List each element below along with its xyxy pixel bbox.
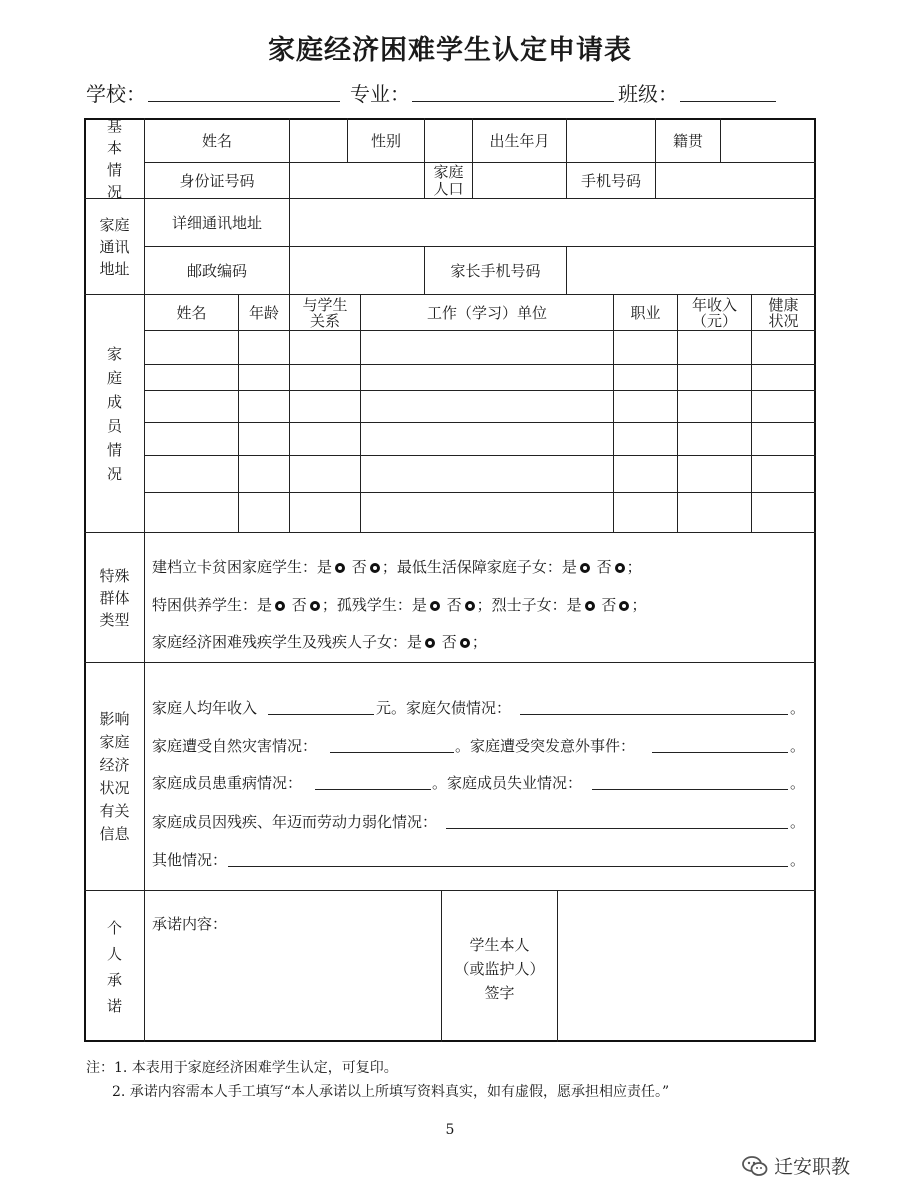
member-header-age: 年龄	[248, 303, 279, 322]
divider	[145, 390, 816, 391]
radio-icon[interactable]	[585, 601, 595, 611]
disability-field[interactable]	[446, 828, 788, 829]
parent-mobile-field[interactable]	[567, 247, 815, 294]
radio-icon[interactable]	[275, 601, 285, 611]
name-label: 姓名	[201, 131, 232, 150]
section-economic-label: 影响家庭经济状况有关信息	[99, 709, 130, 843]
mobile-field[interactable]	[656, 163, 815, 198]
member-header-health-text: 健康状况	[768, 295, 799, 330]
radio-icon[interactable]	[580, 563, 590, 573]
econ-l2a: 家庭遭受自然灾害情况：	[152, 737, 318, 755]
special-l1-text-a: 建档立卡贫困家庭学生：是	[152, 558, 333, 576]
divider	[145, 492, 816, 493]
member-header-relation	[290, 295, 360, 330]
mobile-label: 手机号码	[580, 171, 641, 190]
promise-content-label: 承诺内容：	[152, 915, 228, 933]
member-header-work: 工作（学习）单位	[426, 303, 547, 322]
special-l2-text-c: ；孤残学生：是	[321, 596, 427, 614]
detail-address-label: 详细通讯地址	[171, 213, 262, 232]
radio-icon[interactable]	[370, 563, 380, 573]
special-l3-text-a: 家庭经济困难残疾学生及残疾人子女：是	[152, 633, 423, 651]
detail-address-field[interactable]	[290, 199, 815, 246]
member-header-relation-text: 与学生关系	[302, 295, 348, 330]
accident-field[interactable]	[652, 752, 788, 753]
member-header-income-text: 年收入（元）	[691, 295, 737, 330]
section-address-label: 家庭通讯地址	[99, 215, 130, 278]
member-header-name: 姓名	[176, 303, 207, 322]
parent-mobile-label: 家长手机号码	[450, 261, 541, 280]
special-l1-text-d: 否	[596, 558, 612, 576]
signature-label	[442, 930, 557, 1008]
page-number: 5	[445, 1122, 455, 1138]
watermark-text: 迁安职教	[774, 1156, 851, 1178]
special-l3-text-b: 否	[441, 633, 457, 651]
divider	[145, 330, 816, 331]
per-capita-income-field[interactable]	[268, 714, 374, 715]
special-l2-text-a: 特困供养学生：是	[152, 596, 273, 614]
section-promise	[85, 891, 144, 1042]
section-members-label: 家庭成员情况	[106, 344, 122, 483]
school-label: 学校：	[86, 82, 146, 106]
illness-field[interactable]	[315, 789, 431, 790]
watermark	[742, 1152, 850, 1179]
other-field[interactable]	[228, 866, 788, 867]
section-economic	[85, 663, 144, 890]
special-l1-text-e: ；	[626, 558, 642, 576]
econ-end-4: 。	[790, 813, 806, 831]
econ-l3a: 家庭成员患重病情况：	[152, 774, 303, 792]
special-l2-text-b: 否	[291, 596, 307, 614]
special-l2-text-d: 否	[446, 596, 462, 614]
special-l3-text-c: ；	[471, 633, 487, 651]
origin-field[interactable]	[721, 119, 815, 162]
special-line-3	[152, 631, 487, 652]
birth-label: 出生年月	[489, 131, 550, 150]
school-field[interactable]	[148, 101, 340, 102]
signature-label-3: 签字	[484, 984, 515, 1002]
id-number-field[interactable]	[290, 163, 424, 198]
gender-label: 性别	[370, 131, 401, 150]
econ-end-2: 。	[790, 737, 806, 755]
section-address	[85, 199, 144, 294]
divider	[145, 455, 816, 456]
section-basic	[85, 116, 144, 201]
section-promise-label: 个人承诺	[106, 918, 122, 1015]
divider	[84, 662, 816, 663]
birth-field[interactable]	[567, 119, 655, 162]
special-l2-text-f: 否	[601, 596, 617, 614]
note-1: 注：1. 本表用于家庭经济困难学生认定，可复印。	[86, 1060, 398, 1076]
radio-icon[interactable]	[425, 638, 435, 648]
section-special	[85, 533, 144, 662]
major-field[interactable]	[412, 101, 614, 102]
section-special-label: 特殊群体类型	[99, 566, 130, 629]
postcode-field[interactable]	[290, 247, 424, 294]
wechat-icon	[742, 1155, 768, 1177]
radio-icon[interactable]	[310, 601, 320, 611]
class-field[interactable]	[680, 101, 776, 102]
radio-icon[interactable]	[460, 638, 470, 648]
section-basic-label: 基本情况	[106, 116, 122, 201]
household-label	[425, 163, 472, 198]
member-header-health	[752, 295, 815, 330]
form-title: 家庭经济困难学生认定申请表	[268, 35, 632, 66]
postcode-label: 邮政编码	[186, 261, 247, 280]
econ-l3b: 。家庭成员失业情况：	[432, 774, 583, 792]
econ-l5a: 其他情况：	[152, 851, 228, 869]
special-line-2	[152, 594, 646, 615]
special-l1-text-b: 否	[351, 558, 367, 576]
household-label-text: 家庭人口	[433, 162, 464, 198]
divider	[145, 422, 816, 423]
econ-l4a: 家庭成员因残疾、年迈而劳动力弱化情况：	[152, 813, 438, 831]
special-line-1	[152, 556, 642, 577]
signature-label-2: （或监护人）	[454, 960, 545, 978]
major-label: 专业：	[350, 82, 410, 106]
special-l2-text-g: ；	[631, 596, 647, 614]
household-field[interactable]	[473, 163, 566, 198]
gender-field[interactable]	[425, 119, 472, 162]
econ-end-3: 。	[790, 774, 806, 792]
section-members	[85, 295, 144, 532]
radio-icon[interactable]	[430, 601, 440, 611]
divider	[145, 364, 816, 365]
disaster-field[interactable]	[330, 752, 454, 753]
special-l1-text-c: ；最低生活保障家庭子女：是	[381, 558, 577, 576]
econ-l2b: 。家庭遭受突发意外事件：	[455, 737, 636, 755]
name-field[interactable]	[290, 119, 347, 162]
radio-icon[interactable]	[465, 601, 475, 611]
note-2: 2. 承诺内容需本人手工填写“本人承诺以上所填写资料真实，如有虚假，愿承担相应责任。”	[112, 1084, 670, 1100]
member-header-income	[678, 295, 751, 330]
divider	[84, 532, 816, 533]
econ-l1a: 家庭人均年收入	[152, 699, 258, 717]
signature-field[interactable]	[558, 891, 815, 1041]
unemployment-field[interactable]	[592, 789, 788, 790]
radio-icon[interactable]	[619, 601, 629, 611]
signature-label-1: 学生本人	[469, 936, 530, 954]
radio-icon[interactable]	[615, 563, 625, 573]
class-label: 班级：	[618, 82, 678, 106]
econ-l1b: 元。家庭欠债情况：	[376, 699, 512, 717]
radio-icon[interactable]	[335, 563, 345, 573]
debt-field[interactable]	[520, 714, 788, 715]
econ-end-5: 。	[790, 851, 806, 869]
origin-label: 籍贯	[672, 131, 703, 150]
econ-end-1: 。	[790, 699, 806, 717]
special-l2-text-e: ；烈士子女：是	[476, 596, 582, 614]
promise-content-field[interactable]	[145, 935, 440, 1040]
id-number-label: 身份证号码	[179, 171, 255, 190]
member-header-job: 职业	[630, 303, 661, 322]
